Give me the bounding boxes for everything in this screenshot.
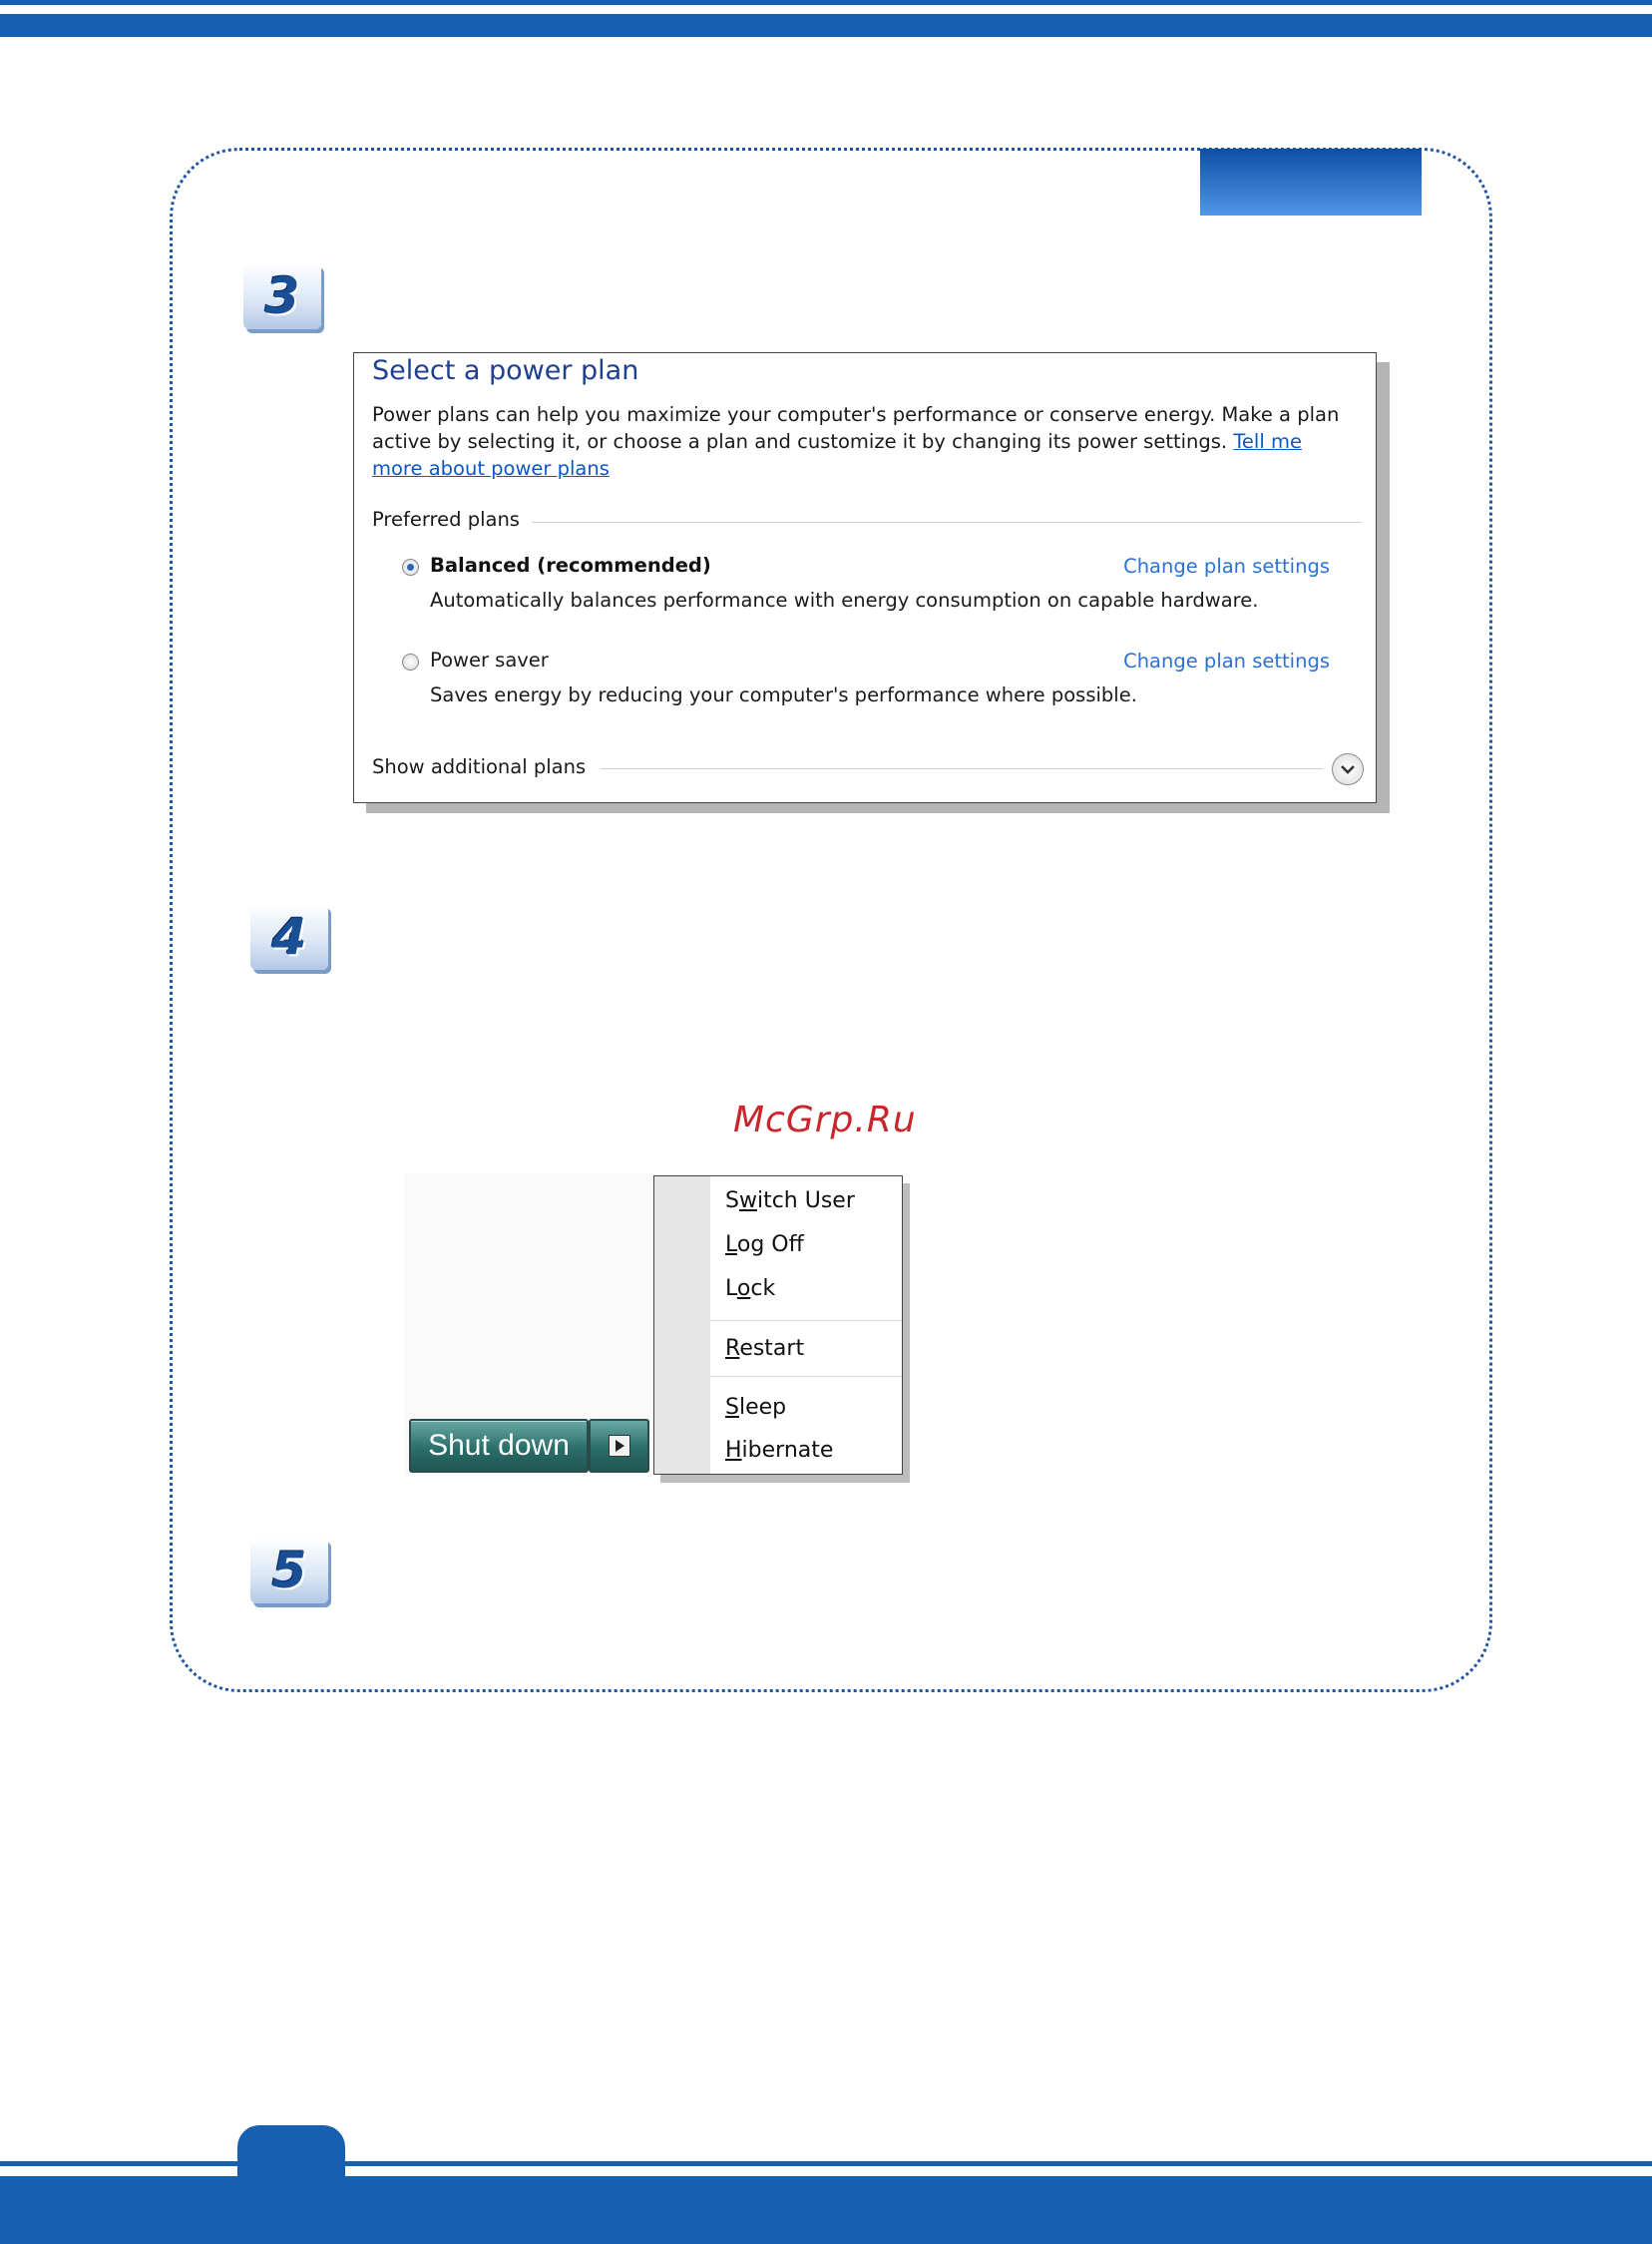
menu-item-log-off[interactable]: Log Off [725, 1232, 804, 1257]
power-plan-title: Select a power plan [372, 355, 639, 386]
power-saver-plan-description: Saves energy by reducing your computer's performance where possible. [430, 683, 1137, 706]
watermark-text: McGrp.Ru [733, 1100, 917, 1140]
shut-down-button[interactable]: Shut down [409, 1419, 589, 1473]
menu-separator [710, 1376, 902, 1377]
step-4-number: 4 [271, 908, 307, 966]
preferred-plans-divider [532, 522, 1362, 523]
menu-item-switch-user[interactable]: Switch User [725, 1188, 855, 1213]
balanced-plan-description: Automatically balances performance with energy consumption on capable hardware. [430, 589, 1259, 612]
chevron-down-icon [1333, 754, 1363, 784]
show-additional-plans-label[interactable]: Show additional plans [372, 755, 587, 778]
menu-item-sleep[interactable]: Sleep [725, 1395, 787, 1420]
menu-separator [710, 1320, 902, 1321]
power-plan-description [372, 401, 1350, 482]
expand-plans-button[interactable] [1332, 753, 1364, 785]
additional-plans-divider [601, 768, 1323, 769]
description-text: Power plans can help you maximize your computer's performance or conserve energy. Make a plan active by selecting it, or choose a plan and customize it by changing its power settings. [372, 403, 1340, 453]
menu-icon-gutter [654, 1176, 710, 1474]
footer-band [0, 2176, 1652, 2244]
arrow-right-icon [609, 1435, 630, 1457]
preferred-plans-label: Preferred plans [372, 508, 520, 531]
shutdown-options-button[interactable] [589, 1419, 649, 1473]
step-5-number: 5 [271, 1542, 307, 1599]
header-thin-rule [0, 0, 1652, 5]
tell-me-more-link[interactable]: Tell me more about power plans [372, 430, 1302, 480]
step-3-number: 3 [264, 267, 300, 325]
header-band [0, 14, 1652, 37]
power-plan-window [353, 352, 1377, 803]
power-options-menu [653, 1175, 903, 1475]
power-saver-change-settings-link[interactable]: Change plan settings [1123, 650, 1330, 673]
menu-item-hibernate[interactable]: Hibernate [725, 1438, 834, 1463]
balanced-radio[interactable] [402, 559, 419, 576]
power-saver-radio[interactable] [402, 654, 419, 671]
power-saver-plan-name[interactable]: Power saver [430, 649, 549, 672]
menu-item-lock[interactable]: Lock [725, 1276, 776, 1301]
section-tab-tag [1200, 149, 1422, 216]
step-4-badge [250, 904, 328, 970]
menu-item-restart[interactable]: Restart [725, 1336, 805, 1361]
step-5-badge [250, 1538, 328, 1603]
step-3-badge [243, 263, 321, 329]
balanced-plan-name[interactable]: Balanced (recommended) [430, 554, 711, 577]
balanced-change-settings-link[interactable]: Change plan settings [1123, 555, 1330, 578]
